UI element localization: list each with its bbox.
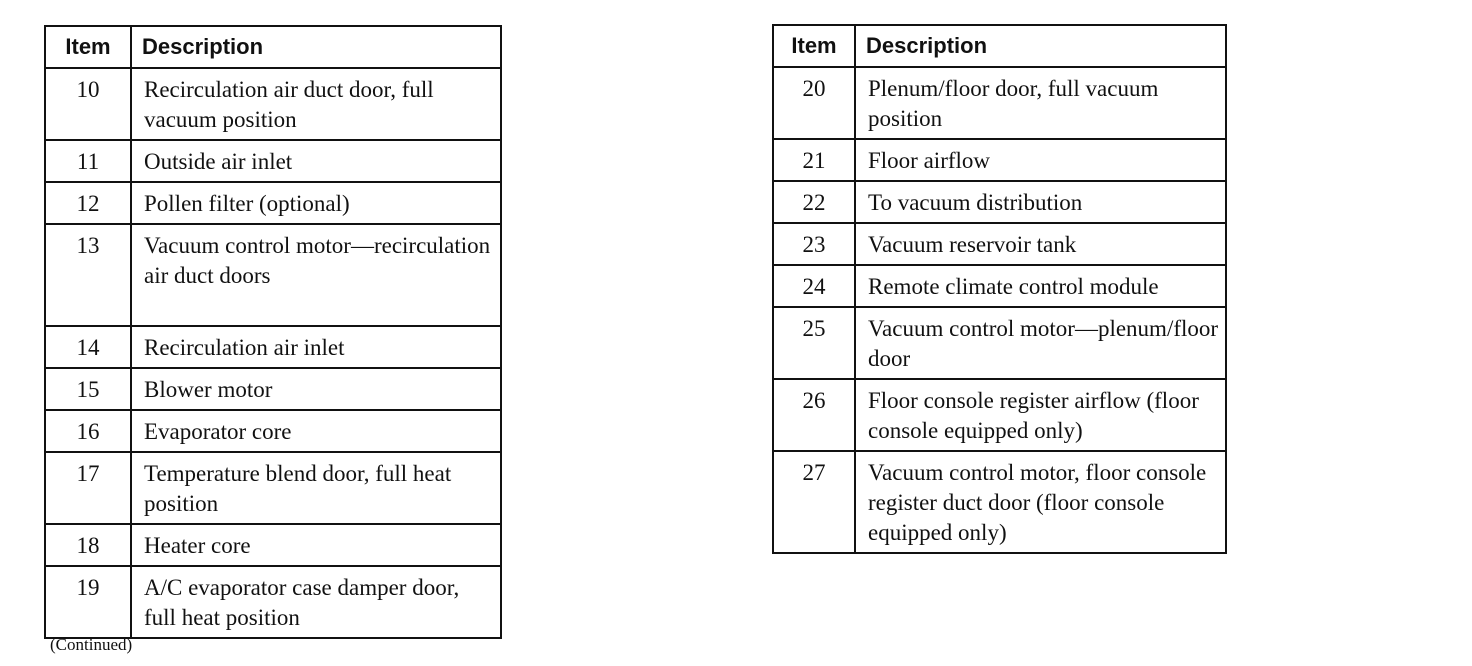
item-number: 14 [45, 326, 131, 368]
item-description: Evaporator core [131, 410, 501, 452]
item-number: 17 [45, 452, 131, 524]
item-description: Floor airflow [855, 139, 1226, 181]
item-column-header: Item [773, 25, 855, 67]
item-number: 19 [45, 566, 131, 638]
item-number: 11 [45, 140, 131, 182]
header-row [773, 25, 1226, 67]
item-number: 16 [45, 410, 131, 452]
table-row [45, 410, 501, 452]
table-row [773, 181, 1226, 223]
table-row [45, 68, 501, 140]
item-description: Recirculation air inlet [131, 326, 501, 368]
item-description: Blower motor [131, 368, 501, 410]
table-row [45, 140, 501, 182]
item-number: 15 [45, 368, 131, 410]
table-row [773, 451, 1226, 553]
item-description: Temperature blend door, full heat position [131, 452, 501, 524]
table-row [773, 139, 1226, 181]
table-row [773, 379, 1226, 451]
item-description: Vacuum control motor, floor console register duct door (floor console equipped only) [855, 451, 1226, 553]
item-number: 12 [45, 182, 131, 224]
item-description: Remote climate control module [855, 265, 1226, 307]
item-description: A/C evaporator case damper door, full heat position [131, 566, 501, 638]
item-number: 27 [773, 451, 855, 553]
item-number: 23 [773, 223, 855, 265]
item-number: 21 [773, 139, 855, 181]
item-number: 25 [773, 307, 855, 379]
item-description: Floor console register airflow (floor console equipped only) [855, 379, 1226, 451]
table-row [45, 224, 501, 326]
item-number: 10 [45, 68, 131, 140]
item-number: 20 [773, 67, 855, 139]
item-description: Pollen filter (optional) [131, 182, 501, 224]
item-number: 13 [45, 224, 131, 326]
description-column-header: Description [855, 25, 1226, 67]
continued-note: (Continued) [50, 635, 133, 654]
item-description: Outside air inlet [131, 140, 501, 182]
table-row [773, 265, 1226, 307]
left-legend-table [44, 25, 502, 639]
table-row [773, 307, 1226, 379]
item-column-header: Item [45, 26, 131, 68]
table-row [45, 368, 501, 410]
item-description: To vacuum distribution [855, 181, 1226, 223]
table-row [45, 326, 501, 368]
table-row [45, 452, 501, 524]
item-number: 22 [773, 181, 855, 223]
item-description: Vacuum reservoir tank [855, 223, 1226, 265]
table-row [45, 524, 501, 566]
table-row [773, 223, 1226, 265]
item-description: Vacuum control motor—plenum/floor door [855, 307, 1226, 379]
table-row [773, 67, 1226, 139]
item-description: Recirculation air duct door, full vacuum position [131, 68, 501, 140]
description-column-header: Description [131, 26, 501, 68]
table-row [45, 566, 501, 638]
header-row [45, 26, 501, 68]
item-number: 18 [45, 524, 131, 566]
item-description: Heater core [131, 524, 501, 566]
table-row [45, 182, 501, 224]
item-description: Plenum/floor door, full vacuum position [855, 67, 1226, 139]
right-legend-table [772, 24, 1227, 554]
item-number: 26 [773, 379, 855, 451]
item-description: Vacuum control motor—recirculation air duct doors [131, 224, 501, 326]
item-number: 24 [773, 265, 855, 307]
